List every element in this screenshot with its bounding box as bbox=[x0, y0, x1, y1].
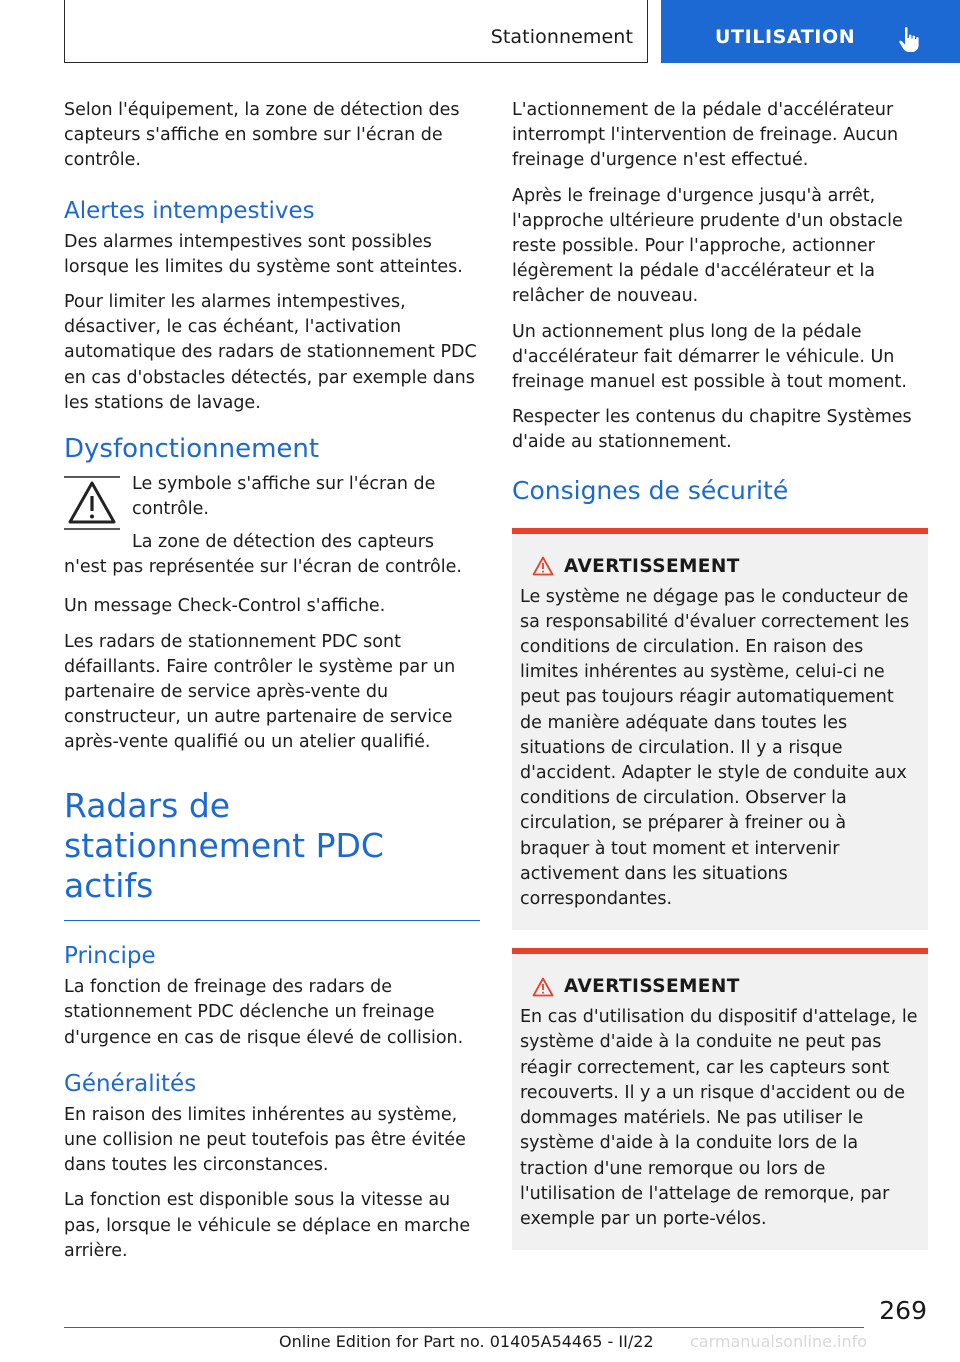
footer-watermark: carmanualsonline.info bbox=[690, 1332, 868, 1351]
left-column bbox=[64, 98, 480, 1274]
generalites-paragraph-1: En raison des limites inhérentes au système, une collision ne peut toutefois pas être évitée dans toutes les circonstances. bbox=[64, 1104, 466, 1176]
principe-paragraph: La fonction de freinage des radars de stationnement PDC déclenche un freinage d'urgence en cas de risque élevé de collision. bbox=[64, 977, 464, 1048]
warning-box-2 bbox=[512, 948, 928, 1250]
right-paragraph-1: L'actionnement de la pédale d'accélérateur interrompt l'intervention de freinage. Aucun freinage d'urgence n'est effectué. bbox=[512, 100, 899, 171]
warning-box-2-title bbox=[520, 976, 920, 997]
alertes-paragraph-1: Des alarmes intempestives sont possibles lorsque les limites du système sont atteintes. bbox=[64, 231, 463, 277]
principe-heading: Principe bbox=[64, 943, 156, 970]
page-number: 269 bbox=[879, 1296, 927, 1325]
dysfonctionnement-paragraph-1: La zone de détection des capteurs n'est pas représentée sur l'écran de contrôle. bbox=[64, 532, 462, 578]
header-section-box bbox=[64, 0, 648, 63]
warning-box-1-title bbox=[520, 556, 920, 577]
right-paragraph-4: Respecter les contenus du chapitre Systèmes d'aide au stationnement. bbox=[512, 407, 912, 453]
dysfonctionnement-paragraph-3: Les radars de stationnement PDC sont défaillants. Faire contrôler le système par un partenaire de service après-vente du constructeur, un autre partenaire de service après-vente qualifié ou un atelier qualifié. bbox=[64, 631, 456, 753]
symbol-row bbox=[64, 472, 480, 532]
securite-heading: Consignes de sécurité bbox=[512, 475, 789, 505]
alertes-paragraph-2: Pour limiter les alarmes intempestives, désactiver, le cas échéant, l'activation automatique des radars de stationnement PDC en cas d'obstacles détectés, par exemple dans les stations de lavage. bbox=[64, 292, 477, 413]
generalites-paragraph-2: La fonction est disponible sous la vitesse au pas, lorsque le véhicule se déplace en marche arrière. bbox=[64, 1190, 471, 1261]
generalites-heading: Généralités bbox=[64, 1070, 197, 1097]
right-column bbox=[512, 98, 928, 1250]
footer-edition: Online Edition for Part no. 01405A54465 - II/22 bbox=[279, 1332, 654, 1351]
header-section-title: Stationnement bbox=[490, 26, 633, 48]
section-divider bbox=[64, 920, 480, 922]
dysfonctionnement-paragraph-2: Un message Check-Control s'affiche. bbox=[64, 596, 386, 617]
header-chapter-label: UTILISATION bbox=[715, 26, 856, 48]
warning-box-1-text: Le système ne dégage pas le conducteur de sa responsabilité d'évaluer correctement les conditions de circulation. En raison des limites inhérentes au système, celui-ci ne peut pas toujours réagir automatiquement de manière adéquate dans toutes les situations de circulation. Il y a risque d'accident. Adapter le style de conduite aux conditions de circulation. Observer la circulation, se préparer à freiner ou à braquer à tout moment et intervenir activement dans les situations correspondantes. bbox=[520, 586, 910, 910]
warning-box-1-label: AVERTISSEMENT bbox=[564, 555, 740, 577]
intro-paragraph: Selon l'équipement, la zone de détection des capteurs s'affiche en sombre sur l'écran de contrôle. bbox=[64, 100, 460, 171]
symbol-description: Le symbole s'affiche sur l'écran de contrôle. bbox=[132, 474, 436, 520]
warning-icon bbox=[532, 977, 554, 997]
main-section-heading: Radars de stationnement PDC actifs bbox=[64, 785, 384, 905]
warning-box-1 bbox=[512, 528, 928, 931]
warning-box-2-label: AVERTISSEMENT bbox=[564, 976, 740, 998]
alertes-heading: Alertes intempestives bbox=[64, 197, 315, 224]
warning-triangle-icon bbox=[64, 476, 120, 530]
dysfonctionnement-heading: Dysfonctionnement bbox=[64, 434, 320, 465]
warning-icon bbox=[532, 556, 554, 576]
right-paragraph-2: Après le freinage d'urgence jusqu'à arrêt, l'approche ultérieure prudente d'un obstacle reste possible. Pour l'approche, actionner légèrement la pédale d'accélérateur et la relâcher de nouveau. bbox=[512, 185, 903, 307]
right-paragraph-3: Un actionnement plus long de la pédale d'accélérateur fait démarrer le véhicule. Un freinage manuel est possible à tout moment. bbox=[512, 321, 907, 393]
header-chapter-tab[interactable] bbox=[661, 0, 960, 63]
hand-pointer-icon bbox=[897, 26, 921, 54]
warning-box-2-text: En cas d'utilisation du dispositif d'attelage, le système d'aide à la conduite ne peut pas réagir correctement, car les capteurs sont recouverts. Il y a un risque d'accident ou de dommages matériels. Ne pas utiliser le système d'aide à la conduite lors de la traction d'une remorque ou lors de l'utilisation de l'attelage de remorque, par exemple par un porte-vélos. bbox=[520, 1007, 918, 1229]
footer-divider bbox=[64, 1327, 864, 1328]
